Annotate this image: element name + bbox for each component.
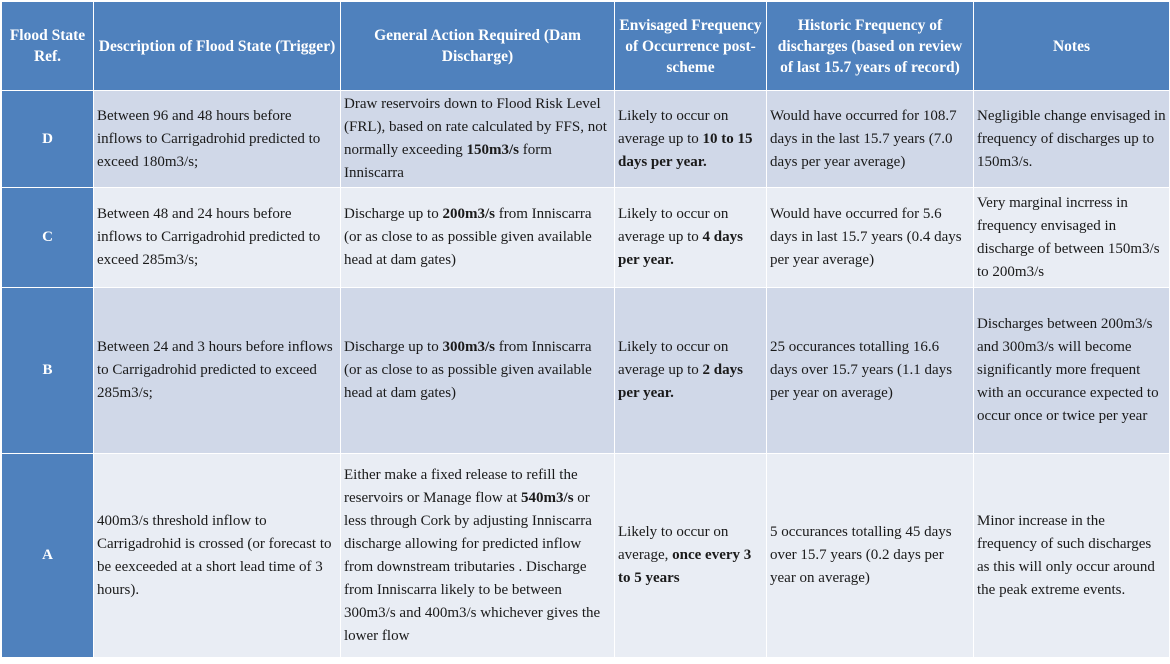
ref-cell: B xyxy=(2,288,94,454)
envisaged-cell: Likely to occur on average up to 4 days per year. xyxy=(615,188,767,288)
header-row xyxy=(2,2,1170,91)
notes-cell: Very marginal incrress in frequency envisaged in discharge of between 150m3/s to 200m3/s xyxy=(974,188,1170,288)
header-description: Description of Flood State (Trigger) xyxy=(94,2,341,91)
flood-state-table xyxy=(1,1,1170,658)
table-row xyxy=(2,454,1170,658)
header-ref: Flood State Ref. xyxy=(2,2,94,91)
description-cell: Between 48 and 24 hours before inflows to Carrigadrohid predicted to exceed 285m3/s; xyxy=(94,188,341,288)
header-notes: Notes xyxy=(974,2,1170,91)
header-envisaged: Envisaged Frequency of Occurrence post-scheme xyxy=(615,2,767,91)
historic-cell: 25 occurances totalling 16.6 days over 15.7 years (1.1 days per year on average) xyxy=(767,288,974,454)
envisaged-cell: Likely to occur on average up to 2 days per year. xyxy=(615,288,767,454)
header-historic: Historic Frequency of discharges (based on review of last 15.7 years of record) xyxy=(767,2,974,91)
envisaged-cell: Likely to occur on average up to 10 to 15 days per year. xyxy=(615,91,767,188)
historic-cell: Would have occurred for 108.7 days in the last 15.7 years (7.0 days per year average) xyxy=(767,91,974,188)
ref-cell: D xyxy=(2,91,94,188)
description-cell: Between 96 and 48 hours before inflows to Carrigadrohid predicted to exceed 180m3/s; xyxy=(94,91,341,188)
action-cell: Draw reservoirs down to Flood Risk Level (FRL), based on rate calculated by FFS, not normally exceeding 150m3/s form Inniscarra xyxy=(341,91,615,188)
action-cell: Discharge up to 200m3/s from Inniscarra (or as close to as possible given available head at dam gates) xyxy=(341,188,615,288)
table-row xyxy=(2,91,1170,188)
action-cell: Discharge up to 300m3/s from Inniscarra (or as close to as possible given available head at dam gates) xyxy=(341,288,615,454)
historic-cell: Would have occurred for 5.6 days in last 15.7 years (0.4 days per year average) xyxy=(767,188,974,288)
description-cell: 400m3/s threshold inflow to Carrigadrohid is crossed (or forecast to be eexceeded at a short lead time of 3 hours). xyxy=(94,454,341,658)
notes-cell: Minor increase in the frequency of such discharges as this will only occur around the peak extreme events. xyxy=(974,454,1170,658)
table-row xyxy=(2,288,1170,454)
table-row xyxy=(2,188,1170,288)
description-cell: Between 24 and 3 hours before inflows to Carrigadrohid predicted to exceed 285m3/s; xyxy=(94,288,341,454)
header-action: General Action Required (Dam Discharge) xyxy=(341,2,615,91)
action-cell: Either make a fixed release to refill the reservoirs or Manage flow at 540m3/s or less through Cork by adjusting Inniscarra discharge allowing for predicted inflow from downstream tributaries . Discharge from Inniscarra likely to be between 300m3/s and 400m3/s whichever gives the lower flow xyxy=(341,454,615,658)
historic-cell: 5 occurances totalling 45 days over 15.7 years (0.2 days per year on average) xyxy=(767,454,974,658)
ref-cell: C xyxy=(2,188,94,288)
notes-cell: Negligible change envisaged in frequency of discharges up to 150m3/s. xyxy=(974,91,1170,188)
notes-cell: Discharges between 200m3/s and 300m3/s will become significantly more frequent with an occurance expected to occur once or twice per year xyxy=(974,288,1170,454)
ref-cell: A xyxy=(2,454,94,658)
envisaged-cell: Likely to occur on average, once every 3 to 5 years xyxy=(615,454,767,658)
